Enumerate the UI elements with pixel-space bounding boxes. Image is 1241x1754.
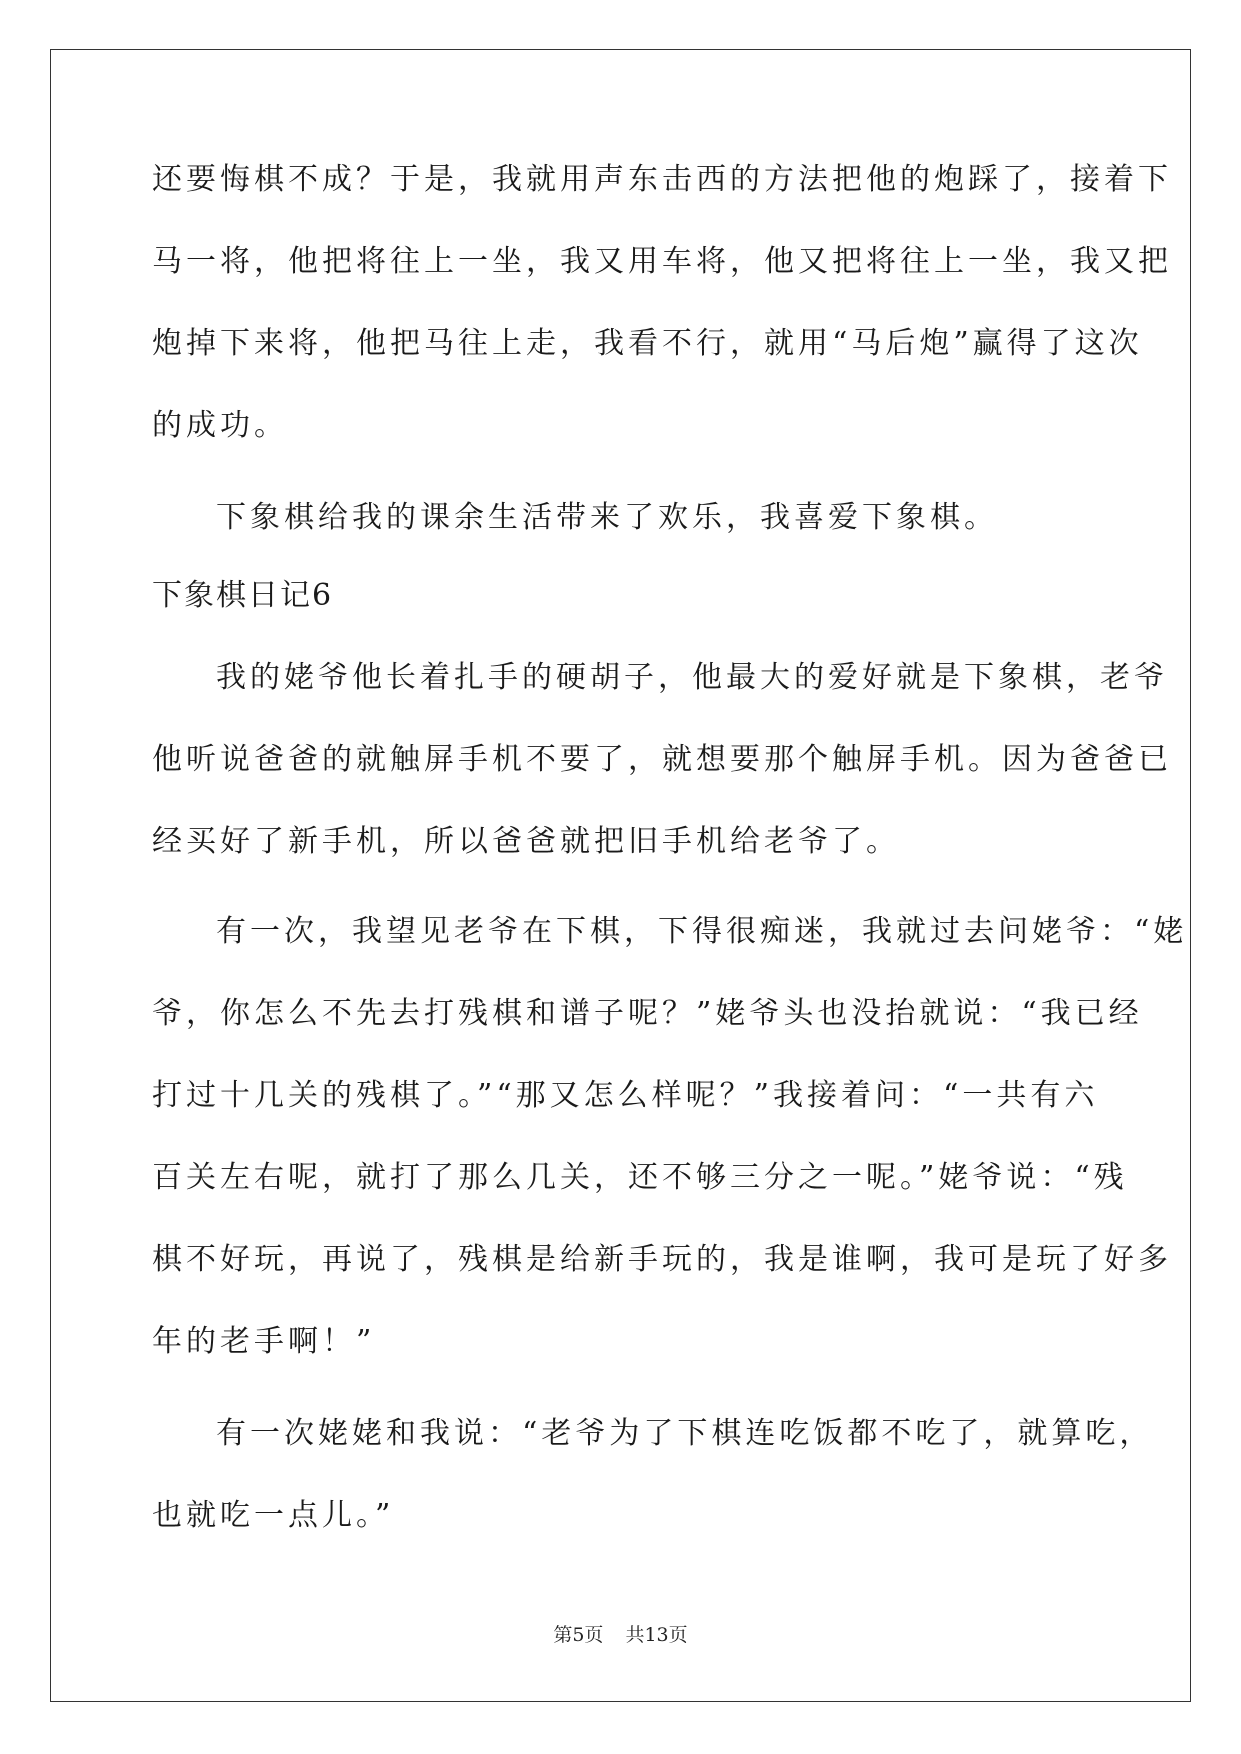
text-line: 经买好了新手机，所以爸爸就把旧手机给老爷了。 — [152, 824, 900, 859]
text-line: 年的老手啊！” — [152, 1324, 376, 1359]
text-line: 炮掉下来将，他把马往上走，我看不行，就用“马后炮”赢得了这次 — [152, 326, 1143, 361]
text-line: 百关左右呢，就打了那么几关，还不够三分之一呢。”姥爷说：“残 — [152, 1160, 1128, 1195]
text-line: 还要悔棋不成？于是，我就用声东击西的方法把他的炮踩了，接着下 — [152, 162, 1172, 197]
text-line: 的成功。 — [152, 408, 288, 443]
text-line: 有一次姥姥和我说：“老爷为了下棋连吃饭都不吃了，就算吃， — [216, 1416, 1154, 1451]
text-line: 下象棋给我的课余生活带来了欢乐，我喜爱下象棋。 — [216, 500, 998, 535]
text-line: 我的姥爷他长着扎手的硬胡子，他最大的爱好就是下象棋，老爷 — [216, 660, 1168, 695]
text-line: 马一将，他把将往上一坐，我又用车将，他又把将往上一坐，我又把 — [152, 244, 1172, 279]
page-number: 第5页 — [553, 1624, 604, 1646]
text-line: 打过十几关的残棋了。”“那又怎么样呢？”我接着问：“一共有六 — [152, 1078, 1099, 1113]
section-heading: 下象棋日记6 — [152, 578, 334, 613]
text-line: 他听说爸爸的就触屏手机不要了，就想要那个触屏手机。因为爸爸已 — [152, 742, 1172, 777]
text-line: 棋不好玩，再说了，残棋是给新手玩的，我是谁啊，我可是玩了好多 — [152, 1242, 1172, 1277]
text-line: 也就吃一点儿。” — [152, 1498, 395, 1533]
text-line: 爷，你怎么不先去打残棋和谱子呢？”姥爷头也没抬就说：“我已经 — [152, 996, 1143, 1031]
page-border — [50, 49, 1191, 1702]
text-line: 有一次，我望见老爷在下棋，下得很痴迷，我就过去问姥爷：“姥 — [216, 914, 1188, 949]
page-total: 共13页 — [625, 1624, 688, 1646]
page-footer — [0, 1620, 1241, 1647]
